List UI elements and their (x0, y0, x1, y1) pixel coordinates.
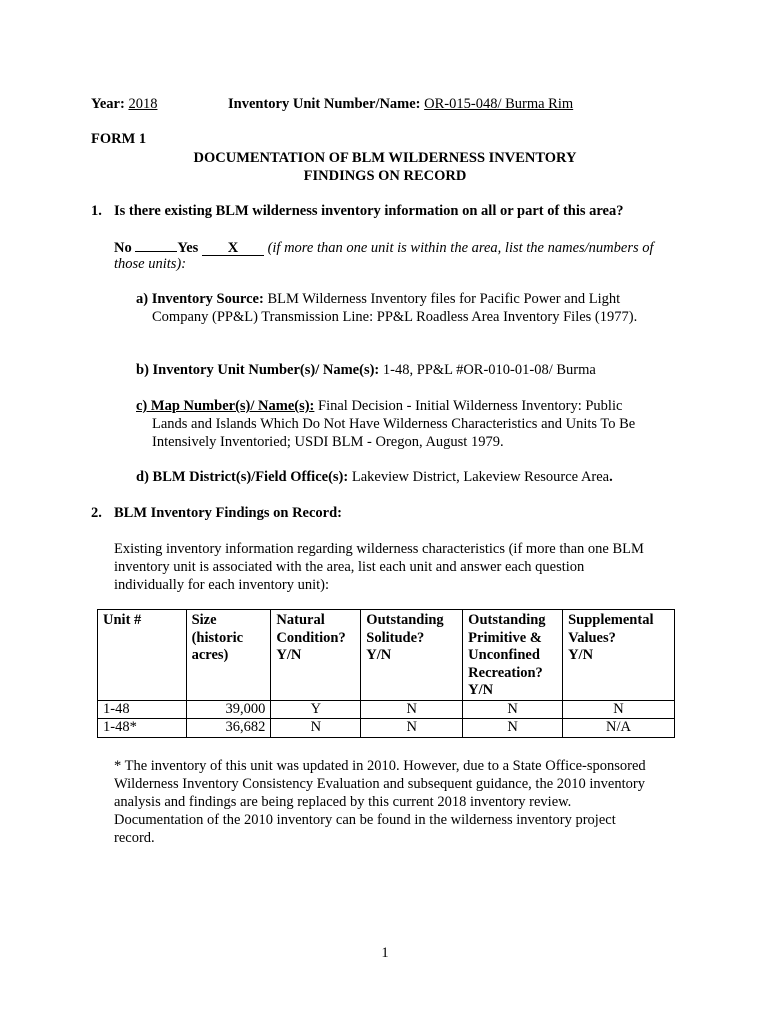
unit-value: OR-015-048/ Burma Rim (424, 96, 574, 112)
cell-supplemental: N (563, 700, 675, 719)
inventory-unit-numbers-label: b) Inventory Unit Number(s)/ Name(s): (136, 362, 380, 378)
district-label: d) BLM District(s)/Field Office(s): (136, 469, 349, 485)
inventory-source (136, 290, 620, 308)
cell-primitive: N (463, 719, 563, 738)
no-blank (135, 237, 177, 252)
header-size: Size (historic acres) (186, 610, 271, 701)
question-1-text: Is there existing BLM wilderness inventory information on all or part of this area? (114, 203, 624, 219)
header-solitude: Outstanding Solitude? Y/N (361, 610, 463, 701)
map-numbers-label: c) Map Number(s)/ Name(s): (136, 398, 315, 414)
year-value: 2018 (128, 96, 158, 112)
question-1-number: 1. (91, 203, 102, 219)
footnote-line4: Documentation of the 2010 inventory can be found in the wilderness inventory project (114, 812, 616, 828)
cell-primitive: N (463, 700, 563, 719)
no-label: No (114, 240, 132, 256)
footnote-line3: analysis and findings are being replaced by this current 2018 inventory review. (114, 794, 572, 810)
footnote-line2: Wilderness Inventory Consistency Evaluation and subsequent guidance, the 2010 inventory (114, 776, 645, 792)
cell-size: 36,682 (186, 719, 271, 738)
cell-solitude: N (361, 700, 463, 719)
form-title-line1: DOCUMENTATION OF BLM WILDERNESS INVENTORY (193, 150, 577, 166)
inventory-unit-numbers-value: 1-48, PP&L #OR-010-01-08/ Burma (382, 362, 596, 378)
year-field (91, 95, 157, 113)
cell-natural: N (271, 719, 361, 738)
cell-unit: 1-48* (98, 719, 187, 738)
form-label: FORM 1 (91, 131, 147, 147)
header-unit: Unit # (98, 610, 187, 701)
cell-natural: Y (271, 700, 361, 719)
intro-line1: Existing inventory information regarding wilderness characteristics (if more than one BLM (114, 541, 644, 557)
question-2-number: 2. (91, 505, 102, 521)
header-natural-condition: Natural Condition? Y/N (271, 610, 361, 701)
unit-label: Inventory Unit Number/Name: (228, 96, 421, 112)
district-value: Lakeview District, Lakeview Resource Area (351, 469, 610, 485)
unit-field (228, 95, 573, 113)
table-header-row (98, 610, 675, 701)
inventory-unit-numbers (136, 361, 596, 379)
yes-label: Yes (177, 240, 199, 256)
page-number: 1 (381, 945, 389, 961)
map-numbers-line2: Lands and Islands Which Do Not Have Wilderness Characteristics and Units To Be (152, 416, 636, 432)
yes-no-answer (114, 237, 654, 257)
year-label: Year: (91, 96, 125, 112)
map-numbers-line3: Intensively Inventoried; USDI BLM - Oregon, August 1979. (152, 434, 504, 450)
cell-supplemental: N/A (563, 719, 675, 738)
cell-unit: 1-48 (98, 700, 187, 719)
header-supplemental-values: Supplemental Values? Y/N (563, 610, 675, 701)
inventory-source-label: a) Inventory Source: (136, 291, 264, 307)
yes-mark: X (202, 241, 264, 256)
footnote-line5: record. (114, 830, 155, 846)
note-line2: those units): (114, 256, 187, 272)
question-2-text: BLM Inventory Findings on Record: (114, 505, 342, 521)
district-field-office (136, 468, 613, 486)
inventory-source-line1: BLM Wilderness Inventory files for Pacific Power and Light (267, 291, 621, 307)
inventory-source-line2: Company (PP&L) Transmission Line: PP&L Roadless Area Inventory Files (1977). (152, 309, 638, 325)
table-row (98, 719, 675, 738)
footnote-line1: * The inventory of this unit was updated in 2010. However, due to a State Office-sponsored (114, 758, 646, 774)
district-period: . (609, 469, 613, 485)
intro-line3: individually for each inventory unit): (114, 577, 330, 593)
map-numbers (136, 397, 622, 415)
inventory-findings-table (97, 609, 675, 738)
form-title-line2: FINDINGS ON RECORD (303, 168, 467, 184)
intro-line2: inventory unit is associated with the area, list each unit and answer each question (114, 559, 585, 575)
map-numbers-line1: Final Decision - Initial Wilderness Inventory: Public (318, 398, 623, 414)
cell-solitude: N (361, 719, 463, 738)
header-primitive-recreation: Outstanding Primitive & Unconfined Recreation? Y/N (463, 610, 563, 701)
table-row (98, 700, 675, 719)
note-line1: (if more than one unit is within the area, list the names/numbers of (267, 240, 654, 256)
cell-size: 39,000 (186, 700, 271, 719)
